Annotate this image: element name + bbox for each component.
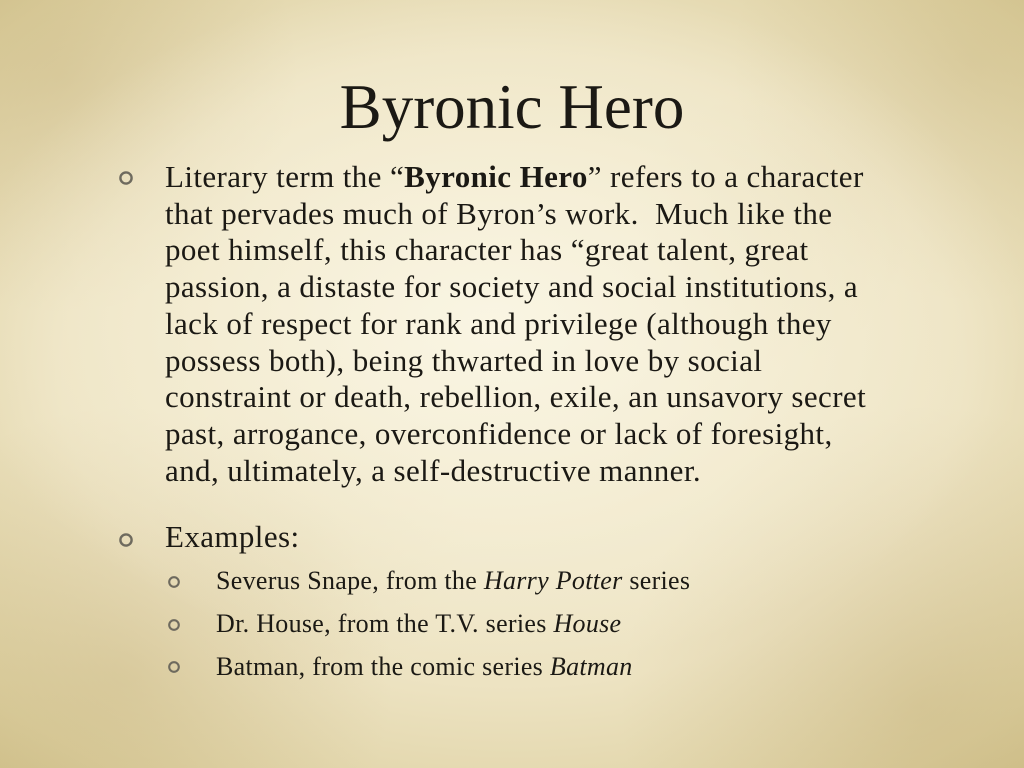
ring-sub-bullet-icon — [167, 575, 181, 589]
italic-title: House — [553, 609, 622, 638]
bullet-examples — [165, 519, 299, 556]
italic-title: Harry Potter — [483, 566, 623, 595]
text-line: poet himself, this character has “great talent, great — [165, 232, 809, 268]
text-run: ” refers to a character — [587, 159, 864, 194]
bullet-definition — [165, 159, 866, 489]
example-item-snape — [216, 566, 690, 596]
text-line: passion, a distaste for society and social institutions, a — [165, 269, 859, 305]
text-line — [165, 159, 866, 196]
text-run: Literary term the “ — [165, 159, 405, 194]
italic-title: Batman — [549, 652, 633, 681]
text-line: possess both), being thwarted in love by social — [165, 342, 763, 378]
example-item-house — [216, 609, 621, 639]
bold-term: Byronic Hero — [404, 159, 588, 194]
text-line: lack of respect for rank and privilege (although they — [165, 305, 832, 341]
text-line: that pervades much of Byron’s work. Much like the — [165, 195, 833, 231]
text-line: constraint or death, rebellion, exile, an unsavory secret — [165, 379, 867, 415]
example-item-batman — [216, 652, 633, 682]
text-line: past, arrogance, overconfidence or lack of foresight, — [165, 415, 833, 451]
text-line: and, ultimately, a self-destructive manner. — [165, 452, 701, 488]
text-run: Batman, from the comic series — [216, 652, 550, 681]
ring-sub-bullet-icon — [167, 660, 181, 674]
text-run: Severus Snape, from the — [216, 566, 484, 595]
slide-title: Byronic Hero — [339, 72, 685, 142]
examples-label: Examples: — [165, 519, 300, 554]
ring-bullet-icon — [118, 532, 134, 548]
ring-sub-bullet-icon — [167, 618, 181, 632]
ring-bullet-icon — [118, 170, 134, 186]
text-run: Dr. House, from the T.V. series — [216, 609, 554, 638]
text-run: series — [622, 566, 691, 595]
